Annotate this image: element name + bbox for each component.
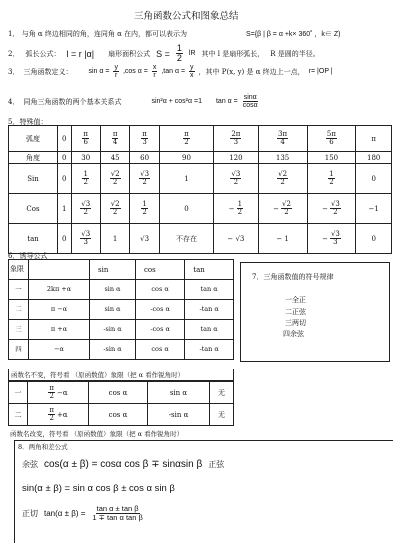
degree-cell: 60 (130, 152, 159, 164)
cos-cell: -sin α (148, 404, 210, 426)
fraction-den: 6 (329, 138, 334, 146)
value-cell (214, 194, 258, 224)
fraction-den: 3 (233, 138, 239, 146)
fraction-cell (110, 169, 121, 186)
fraction-cell (328, 169, 334, 186)
fraction-den: 2 (83, 178, 88, 186)
tan-sum-row (22, 505, 144, 522)
degree-cell: 150 (307, 152, 356, 164)
section-2 (8, 44, 320, 64)
value-cell: −1 (356, 194, 392, 224)
fraction (237, 201, 243, 217)
value-cell: − 1 (258, 224, 307, 254)
table-row-radian (9, 126, 392, 152)
value-cell: − √3 (214, 224, 258, 254)
tan-sum-den: 1 ∓ tan α tan β (92, 512, 143, 522)
induction-cell: π +α (29, 320, 90, 340)
s2-num: 2． (8, 49, 20, 58)
fraction-num: √2 (110, 169, 120, 178)
table-row-cos (9, 194, 392, 224)
s8-heading: 8．两角和差公式 (18, 443, 68, 451)
cos-def-den: r (153, 72, 156, 80)
degree-cell: 30 (71, 152, 100, 164)
tan-def-num: y (190, 64, 194, 71)
value-cell: 不存在 (159, 224, 213, 254)
tan-def-den: x (190, 72, 194, 80)
fraction-num: 5π (326, 129, 336, 138)
fraction-cell (277, 169, 288, 186)
minus-sign: − (273, 204, 280, 213)
half-den: 2 (176, 53, 182, 64)
s2-text-a: 弧长公式： (25, 49, 61, 58)
row-header-func: Cos (9, 194, 58, 224)
fraction-den: 2 (329, 178, 334, 186)
value-cell (100, 164, 129, 194)
radian-cell (71, 126, 100, 152)
induction-cell: cos α (135, 280, 184, 300)
fraction-num: √3 (140, 169, 150, 178)
value-cell (214, 164, 258, 194)
section-3 (8, 64, 333, 80)
header-quadrant: 象限 (9, 260, 29, 280)
minus-sign: − (322, 234, 328, 243)
induction-cell: -tan α (185, 300, 234, 320)
radian-cell (100, 126, 129, 152)
value-cell: 0 (356, 224, 392, 254)
sign-rule-line-1: 一全正 (285, 296, 306, 304)
fraction-den: 2 (142, 178, 147, 186)
section-4 (8, 94, 259, 110)
s1-formula: S={β | β = α +k× 360˚ ，k∈ Z) (246, 31, 341, 38)
fraction-den: 2 (284, 208, 289, 216)
s2-text-c: 其中 l 是扇形弧长， (201, 49, 265, 58)
cos-sum-label: 余弦 (22, 460, 38, 469)
fraction-cell (183, 129, 190, 146)
value-cell (258, 164, 307, 194)
fraction (141, 131, 148, 147)
degree-cell: 135 (258, 152, 307, 164)
induction-cell: tan α (185, 320, 234, 340)
section-1 (8, 29, 187, 39)
tan-identity-num: sinα (243, 94, 257, 101)
tan-sum-num: tan α ± tan β (96, 504, 139, 513)
induction-cell: 一 (9, 280, 29, 300)
fraction (230, 171, 241, 187)
induction-header-row (9, 260, 234, 280)
fraction-num: √3 (330, 229, 340, 238)
cos-sum-tail: 正弦 (208, 460, 225, 469)
sign-rule-line-2: 二正弦 (285, 308, 306, 316)
value-cell (307, 164, 356, 194)
tan-sum-fraction (91, 505, 143, 522)
cos-def-fraction (152, 64, 158, 80)
induction-cell: sin α (90, 280, 136, 300)
quadrant-cell: 一 (9, 382, 28, 404)
fraction-cell (141, 199, 147, 216)
fraction-den: 3 (333, 238, 338, 246)
s1-text: 与角 α 终边相同的角，连同角 α 在内，都可以表示为 (21, 30, 188, 38)
induction-row (9, 300, 234, 320)
fraction-cell (80, 199, 91, 216)
fraction-den: 6 (83, 138, 88, 146)
fraction-den: 2 (49, 414, 54, 422)
value-cell: 0 (58, 164, 72, 194)
degree-cell: 90 (159, 152, 213, 164)
cos-def: ,cos α = (122, 68, 148, 76)
header-cos: cos (135, 260, 184, 280)
degree-cell: 180 (356, 152, 392, 164)
radius-def: r= |OP | (308, 68, 333, 76)
s4-num: 4． (8, 97, 20, 106)
fraction-cell (112, 129, 119, 146)
tan-def: ,tan α = (161, 68, 186, 76)
pythagorean-identity: sin²α + cos²α =1 (151, 98, 202, 106)
fraction-num: 1 (142, 199, 147, 208)
degree-cell: 120 (214, 152, 258, 164)
fraction-den: 2 (280, 178, 285, 186)
value-cell: √3 (130, 224, 159, 254)
value-cell (307, 194, 356, 224)
induction-note-1: 函数名不变，符号看 （原函数值）象限（把 α 看作锐角时） (8, 369, 234, 381)
fraction (277, 171, 288, 187)
s6-heading: 6．诱导公式 (8, 252, 48, 260)
header-angle (29, 260, 90, 280)
induction-table (8, 259, 234, 360)
sin-cell: cos α (89, 404, 148, 426)
sector-area-formula: lR (188, 50, 196, 58)
angle-cell (28, 404, 89, 426)
half-fraction (176, 44, 183, 64)
fraction (330, 201, 341, 217)
value-cell: 0 (58, 224, 72, 254)
row-header-func: Sin (9, 164, 58, 194)
fraction-cell (82, 129, 89, 146)
degree-cell: 45 (100, 152, 129, 164)
sin-sum-formula: sin(α ± β) = sin α cos β ± cos α sin β (22, 483, 175, 494)
value-cell (71, 164, 100, 194)
value-cell: 1 (100, 224, 129, 254)
row-header-radian: 弧度 (9, 126, 58, 152)
fraction-den: 2 (233, 178, 239, 186)
induction-cell: -sin α (90, 340, 136, 360)
fraction (328, 171, 334, 187)
header-sin: sin (90, 260, 136, 280)
cos-cell: sin α (148, 382, 210, 404)
angle-cell (28, 382, 89, 404)
value-cell (307, 224, 356, 254)
sin-def: sin α = (88, 68, 110, 76)
tan-def-fraction (189, 64, 195, 80)
radian-cell: 0 (58, 126, 72, 152)
sector-area-label: S = (156, 48, 170, 59)
fraction-den: 2 (237, 208, 243, 216)
minus-sign: − (322, 204, 328, 213)
fraction-num: π (112, 129, 118, 138)
fraction (80, 231, 91, 247)
cos-sum-formula: cos(α ± β) = cosα cos β ∓ sinαsin β (44, 459, 203, 470)
fraction (110, 201, 121, 217)
value-cell: 0 (159, 194, 213, 224)
fraction-cell (273, 199, 292, 216)
table-row-sin (9, 164, 392, 194)
induction-note-2: 函数名改变，符号看 （原函数值）象限（把 α 看作锐角时） (10, 430, 184, 438)
fraction-num: π (184, 129, 189, 138)
s4-text: 同角三角函数的两个基本关系式 (23, 97, 122, 106)
induction-cell: cos α (135, 340, 184, 360)
cos-def-num: x (152, 64, 157, 71)
radian-cell (130, 126, 159, 152)
special-values-table (8, 125, 392, 254)
value-cell (100, 194, 129, 224)
induction-cell: 三 (9, 320, 29, 340)
fraction-den: 2 (184, 138, 189, 146)
fraction-num: π (142, 129, 147, 138)
induction-cell: −α (29, 340, 90, 360)
fraction-den: 2 (112, 208, 118, 216)
sin-cell: cos α (89, 382, 148, 404)
sin-def-den: r (115, 72, 118, 80)
radian-cell: π (356, 126, 392, 152)
induction-cell: -tan α (185, 340, 234, 360)
fraction (330, 231, 341, 247)
fraction-den: 4 (112, 138, 118, 146)
induction-cell: tan α (185, 280, 234, 300)
radian-cell (307, 126, 356, 152)
fraction (183, 131, 190, 147)
fraction-cell (82, 169, 88, 186)
tan-identity-label: tan α = (215, 98, 238, 106)
fraction-cell (110, 199, 121, 216)
cos-sum-row (22, 459, 224, 470)
sin-def-num: y (114, 64, 118, 71)
value-cell (130, 194, 159, 224)
fraction (277, 131, 288, 147)
fraction-cell (228, 199, 243, 216)
induction-row (9, 340, 234, 360)
s2-text-b: 扇形面积公式 (108, 49, 151, 58)
fraction-num: 2π (231, 129, 241, 138)
half-num: 1 (176, 43, 182, 53)
radian-cell (214, 126, 258, 152)
value-cell (258, 194, 307, 224)
fraction-den: 2 (112, 178, 118, 186)
fraction-num: √3 (330, 199, 340, 208)
degree-cell: 0 (58, 152, 72, 164)
table-row-degree (9, 152, 392, 164)
induction-cell: 二 (9, 300, 29, 320)
fraction (326, 131, 337, 147)
header-tan: tan (185, 260, 234, 280)
fraction-den: 2 (83, 208, 88, 216)
table-row-tan (9, 224, 392, 254)
fraction (139, 171, 150, 187)
s3-text: 三角函数定义： (23, 67, 73, 76)
fraction-cell (230, 169, 241, 186)
fraction (82, 131, 89, 147)
value-cell (130, 164, 159, 194)
fraction-num: π (83, 129, 89, 138)
induction2-row (9, 404, 234, 426)
row-header-func: tan (9, 224, 58, 254)
fraction-cell (80, 229, 91, 246)
fraction-num: √2 (110, 199, 120, 208)
fraction (80, 201, 91, 217)
angle-op: −α (57, 388, 68, 397)
half-pi-fraction (48, 385, 55, 401)
fraction-num: 1 (237, 199, 243, 208)
sin-def-fraction (113, 64, 119, 80)
radian-cell (258, 126, 307, 152)
s1-num: 1． (8, 30, 20, 38)
fraction-num: π (49, 383, 54, 392)
fraction-num: 1 (329, 169, 334, 178)
induction-cell: 四 (9, 340, 29, 360)
induction-cell: π −α (29, 300, 90, 320)
half-pi-fraction (48, 407, 55, 423)
induction-table-2 (8, 381, 234, 426)
tan-sum-lhs: tan(α ± β) = (44, 508, 86, 518)
induction-cell: -sin α (90, 320, 136, 340)
fraction-den: 4 (280, 138, 285, 146)
fraction-cell (322, 199, 341, 216)
fraction-cell (139, 169, 150, 186)
value-cell (71, 224, 100, 254)
fraction-den: 2 (333, 208, 338, 216)
fraction-num: √3 (231, 169, 241, 178)
minus-sign: − (228, 204, 235, 213)
induction-cell: 2kπ +α (29, 280, 90, 300)
fraction-den: 2 (49, 392, 54, 400)
s3-text-b: ，其中 P(x, y) 是 α 终边上一点， (198, 67, 305, 76)
fraction-cell (141, 129, 148, 146)
fraction-num: √3 (81, 229, 91, 238)
sign-rule-line-3: 三两切 (285, 319, 306, 327)
fraction (141, 201, 147, 217)
fraction-num: 3π (278, 129, 288, 138)
fraction-den: 3 (142, 138, 147, 146)
tan-cell: 无 (209, 382, 233, 404)
value-cell (71, 194, 100, 224)
tan-identity-den: cosα (242, 102, 258, 110)
fraction-num: √2 (282, 199, 291, 208)
radian-cell (159, 126, 213, 152)
sign-rule-title: 7．三角函数值的符号规律 (252, 273, 334, 281)
value-cell: 1 (58, 194, 72, 224)
fraction-num: 1 (83, 169, 88, 178)
quadrant-cell: 二 (9, 404, 28, 426)
induction-cell: sin α (90, 300, 136, 320)
induction-cell: -cos α (135, 300, 184, 320)
s2-text-d: R 是圆的半径。 (270, 49, 320, 58)
fraction (82, 171, 88, 187)
fraction-num: π (49, 405, 54, 414)
induction-cell: -cos α (135, 320, 184, 340)
fraction-den: 2 (142, 208, 147, 216)
fraction-num: √3 (81, 199, 91, 208)
fraction (110, 171, 121, 187)
tan-identity-fraction (242, 94, 259, 110)
induction-row (9, 280, 234, 300)
page-title: 三角函数公式和图象总结 (134, 11, 239, 22)
s3-num: 3． (8, 67, 20, 76)
value-cell: 1 (159, 164, 213, 194)
fraction (281, 201, 292, 217)
angle-op: +α (57, 410, 68, 419)
arc-length-formula: l = r |α| (66, 48, 95, 59)
fraction (112, 131, 119, 147)
tan-sum-label: 正切 (22, 508, 38, 518)
fraction-den: 3 (83, 238, 88, 246)
induction2-row (9, 382, 234, 404)
fraction-num: √2 (278, 169, 288, 178)
row-header-degree: 角度 (9, 152, 58, 164)
fraction-cell (322, 229, 341, 246)
fraction (230, 131, 241, 147)
sign-rule-line-4: 四余弦 (283, 330, 304, 338)
value-cell: 0 (356, 164, 392, 194)
induction-row (9, 320, 234, 340)
s5-heading: 5．特殊值： (8, 118, 48, 126)
tan-cell: 无 (209, 404, 233, 426)
